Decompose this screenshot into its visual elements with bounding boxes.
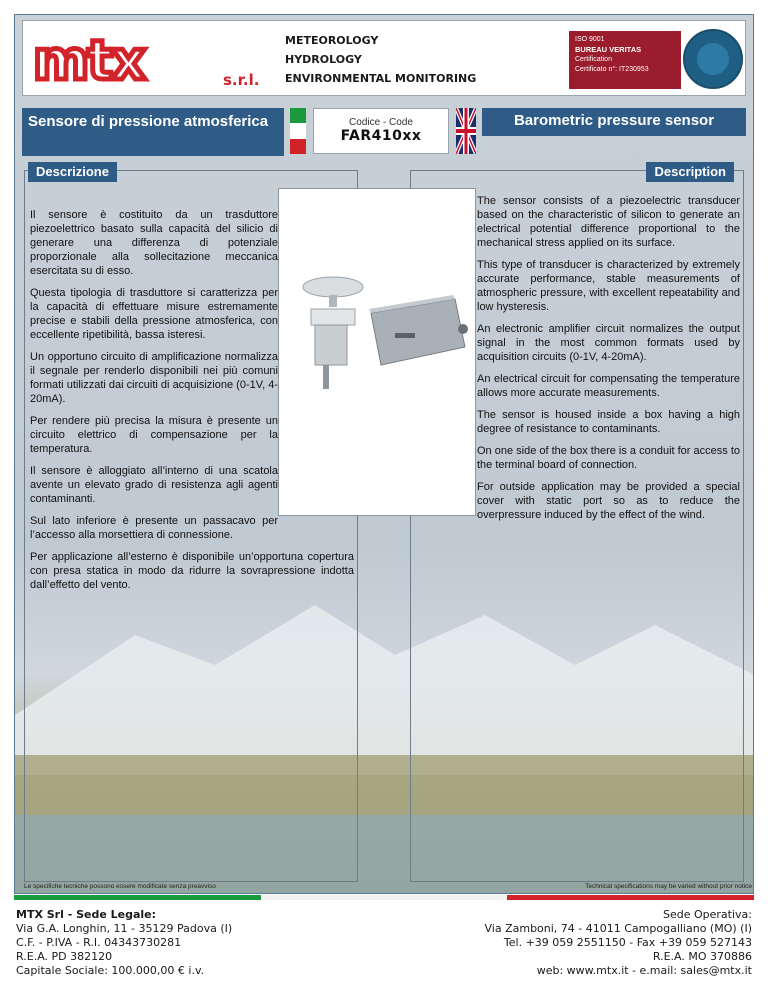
footer-rea-mo: R.E.A. MO 370886 [652,950,752,963]
footnote-english: Technical specifications may be varied without prior notice [585,883,752,890]
code-value: FAR410xx [340,128,422,144]
description-italian [30,208,354,600]
paragraph-it-6: Sul lato inferiore è presente un passacavo per l’accesso alla morsettiera di connessione. [30,515,278,541]
footer-vat: C.F. - P.IVA - R.I. 04343730281 [16,936,182,949]
cert-bureau: BUREAU VERITAS [575,45,642,54]
footer-company: MTX Srl - Sede Legale: [16,908,157,921]
section-tab-description: Description [646,162,734,182]
paragraph-en-2: This type of transducer is characterized by extremely accurate performance, stable measurements of atmospheric pressure, with excellent repeatability and low hysteresis. [477,259,740,313]
tagline-environmental: ENVIRONMENTAL MONITORING [285,72,477,85]
paragraph-en-3: An electronic amplifier circuit normalizes the output signal in the most common formats used by acquisition circuits (0-1V, 4-20mA). [477,323,740,363]
footer-rea-pd: R.E.A. PD 382120 [16,950,113,963]
paragraph-it-1: Il sensore è costituito da un trasduttore piezoelettrico basato sulla capacità del silicio di generare una differenza di potenziale proporzionale alla sollecitazione meccanica esercitata su di esso. [30,209,278,277]
paragraph-en-7: For outside application may be provided a special cover with static port so as to reduce the overpressure induced by the effect of the wind. [477,481,740,521]
footer-address-operational: Via Zamboni, 74 - 41011 Campogalliano (MO) (I) [484,922,752,935]
cert-iso: ISO 9001 [575,36,605,43]
paragraph-it-5: Il sensore è alloggiato all’interno di una scatola avente un elevato grado di resistenza agli agenti contaminanti. [30,465,278,505]
footer-address-legal: Via G.A. Longhin, 11 - 35129 Padova (I) [16,922,233,935]
title-english: Barometric pressure sensor [482,108,746,136]
italian-flag-icon [290,108,306,154]
paragraph-it-3: Un opportuno circuito di amplificazione normalizza il segnale per renderlo disponibili nei più comuni formati utilizzati dai circuiti di acquisizione (0-1V, 4-20mA). [30,351,278,405]
footer-web-email: web: www.mtx.it - e.mail: sales@mtx.it [536,964,752,977]
footnote-italian: Le specifiche tecniche possono essere modificate senza preavviso [24,883,216,890]
cert-label: Certification [575,56,612,63]
paragraph-it-7: Per applicazione all’esterno è disponibile un’opportuna copertura con presa statica in modo da ridurre la sovrapressione indotta dall’effetto del vento. [30,551,354,591]
header [22,20,746,96]
tagline [285,31,476,88]
svg-text:s.r.l.: s.r.l. [223,71,260,89]
paragraph-it-2: Questa tipologia di trasduttore si caratterizza per la capacità di effettuare misure estremamente precise e stabili della pressione atmosferica, con eccellente ripetibilità, bassa isteresi. [30,287,278,341]
product-code-box [313,108,449,154]
paragraph-en-4: An electrical circuit for compensating the temperature allows more accurate measurements. [477,373,740,399]
section-tab-descrizione: Descrizione [28,162,117,182]
footer-capital: Capitale Sociale: 100.000,00 € i.v. [16,964,205,977]
paragraph-en-1: The sensor consists of a piezoelectric transducer based on the characteristic of silicon to generate an electrical potential difference proportional to the mechanical stress applied on its surface. [477,195,740,249]
footer-phone: Tel. +39 059 2551150 - Fax +39 059 527143 [503,936,752,949]
footer-operational-title: Sede Operativa: [663,908,752,921]
footer-operational-office [485,908,753,978]
paragraph-it-4: Per rendere più precisa la misura è presente un circuito elettrico di compensazione per la temperatura. [30,415,278,455]
tagline-hydrology: HYDROLOGY [285,53,362,66]
accredia-seal-icon [683,29,743,89]
tagline-meteorology: METEOROLOGY [285,34,379,47]
paragraph-en-5: The sensor is housed inside a box having a high degree of resistance to contaminants. [477,409,740,435]
tricolor-stripe [14,895,754,900]
footer-legal-office [16,908,232,978]
uk-flag-icon [456,108,476,154]
code-label: Codice - Code [349,117,413,128]
description-english [477,194,740,530]
paragraph-en-6: On one side of the box there is a conduit for access to the terminal board of connection. [477,445,740,471]
product-photo-frame [278,188,476,516]
title-italian: Sensore di pressione atmosferica [22,108,284,156]
sensor-photo [285,269,469,389]
certification-badge [569,31,681,89]
mtx-logo [31,29,281,91]
cert-number: Certificato n°: IT230953 [575,66,649,73]
svg-text:mtx: mtx [33,29,144,91]
